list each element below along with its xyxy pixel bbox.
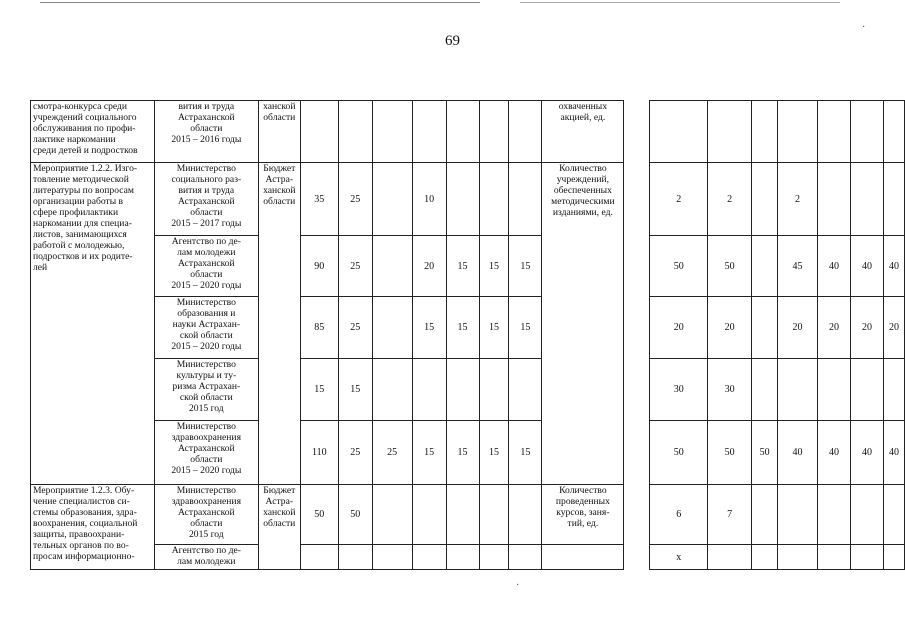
table-row — [31, 421, 905, 485]
target-value-cell — [883, 485, 904, 545]
target-value-cell: 20 — [708, 297, 752, 359]
target-value-cell: 20 — [818, 297, 851, 359]
target-value-cell: 20 — [778, 297, 818, 359]
funding-value-cell: 15 — [300, 359, 338, 421]
target-value-cell: 50 — [650, 421, 708, 485]
executor-cell: Министерство культуры и ту- ризма Астрахан- ской области 2015 год — [154, 359, 258, 421]
funding-value-cell — [300, 545, 338, 570]
target-value-cell — [850, 101, 883, 163]
scan-speck: · — [862, 22, 866, 33]
target-value-cell: 50 — [752, 421, 778, 485]
target-value-cell: 40 — [818, 421, 851, 485]
funding-source-cell: Бюджет Астра- ханской области — [258, 163, 300, 485]
funding-value-cell — [372, 101, 412, 163]
funding-value-cell: 15 — [479, 236, 509, 297]
target-value-cell — [752, 101, 778, 163]
funding-value-cell: 110 — [300, 421, 338, 485]
target-value-cell — [883, 359, 904, 421]
funding-value-cell — [479, 485, 509, 545]
target-value-cell — [752, 359, 778, 421]
target-value-cell: 50 — [708, 421, 752, 485]
funding-value-cell — [446, 545, 479, 570]
funding-value-cell: 25 — [338, 297, 372, 359]
funding-value-cell — [446, 163, 479, 236]
column-gap — [624, 163, 650, 236]
target-value-cell: x — [650, 545, 708, 570]
funding-value-cell: 15 — [509, 421, 542, 485]
funding-value-cell — [479, 163, 509, 236]
table-row — [31, 545, 905, 570]
target-value-cell — [752, 297, 778, 359]
funding-value-cell — [509, 163, 542, 236]
target-value-cell — [850, 485, 883, 545]
program-activities-table — [30, 100, 905, 570]
funding-value-cell: 20 — [412, 236, 446, 297]
funding-value-cell — [372, 297, 412, 359]
target-value-cell: 50 — [650, 236, 708, 297]
target-value-cell — [850, 359, 883, 421]
funding-value-cell — [446, 485, 479, 545]
table-row — [31, 297, 905, 359]
funding-value-cell: 25 — [338, 236, 372, 297]
funding-source-cell: Бюджет Астра- ханской области — [258, 485, 300, 570]
target-value-cell — [883, 101, 904, 163]
target-value-cell: 2 — [708, 163, 752, 236]
target-value-cell: 50 — [708, 236, 752, 297]
funding-value-cell: 15 — [446, 421, 479, 485]
funding-value-cell — [446, 359, 479, 421]
funding-value-cell — [412, 359, 446, 421]
indicator-cell — [542, 545, 624, 570]
funding-value-cell: 10 — [412, 163, 446, 236]
column-gap — [624, 236, 650, 297]
target-value-cell — [850, 163, 883, 236]
target-value-cell: 40 — [883, 421, 904, 485]
funding-value-cell: 25 — [338, 163, 372, 236]
target-value-cell — [883, 545, 904, 570]
funding-value-cell — [509, 545, 542, 570]
target-value-cell — [778, 101, 818, 163]
funding-value-cell — [372, 545, 412, 570]
target-value-cell: 30 — [708, 359, 752, 421]
funding-value-cell — [372, 485, 412, 545]
funding-value-cell — [372, 359, 412, 421]
funding-value-cell — [479, 101, 509, 163]
executor-cell: Министерство здравоохранения Астраханской области 2015 – 2020 годы — [154, 421, 258, 485]
funding-value-cell: 15 — [412, 297, 446, 359]
funding-value-cell — [479, 359, 509, 421]
scan-speck: · — [516, 580, 520, 591]
column-gap — [624, 421, 650, 485]
target-value-cell — [883, 163, 904, 236]
target-value-cell — [818, 545, 851, 570]
target-value-cell — [752, 236, 778, 297]
target-value-cell: 7 — [708, 485, 752, 545]
target-value-cell — [708, 545, 752, 570]
funding-value-cell: 15 — [509, 297, 542, 359]
column-gap — [624, 485, 650, 545]
top-edge-line — [40, 2, 480, 3]
funding-value-cell — [509, 359, 542, 421]
indicator-cell: Количество учреждений, обеспеченных методическими изданиями, ед. — [542, 163, 624, 485]
indicator-cell: Количество проведенных курсов, заня- тий, ед. — [542, 485, 624, 545]
funding-value-cell — [412, 101, 446, 163]
target-value-cell: 20 — [850, 297, 883, 359]
funding-source-cell: ханской области — [258, 101, 300, 163]
table-row — [31, 359, 905, 421]
target-value-cell: 2 — [650, 163, 708, 236]
table-row — [31, 485, 905, 545]
target-value-cell — [818, 485, 851, 545]
target-value-cell — [752, 163, 778, 236]
column-gap — [624, 359, 650, 421]
funding-value-cell: 15 — [479, 421, 509, 485]
funding-value-cell: 15 — [338, 359, 372, 421]
funding-value-cell: 15 — [509, 236, 542, 297]
target-value-cell: 20 — [883, 297, 904, 359]
table-row — [31, 101, 905, 163]
target-value-cell — [818, 359, 851, 421]
target-value-cell — [752, 485, 778, 545]
target-value-cell — [778, 359, 818, 421]
funding-value-cell — [300, 101, 338, 163]
funding-value-cell — [446, 101, 479, 163]
page-number: 69 — [445, 33, 460, 49]
funding-value-cell — [372, 236, 412, 297]
target-value-cell — [818, 101, 851, 163]
funding-value-cell — [338, 545, 372, 570]
target-value-cell — [752, 545, 778, 570]
target-value-cell — [708, 101, 752, 163]
column-gap — [624, 101, 650, 163]
funding-value-cell: 15 — [479, 297, 509, 359]
target-value-cell: 40 — [778, 421, 818, 485]
target-value-cell — [650, 101, 708, 163]
target-value-cell — [778, 545, 818, 570]
funding-value-cell: 25 — [338, 421, 372, 485]
funding-value-cell — [412, 485, 446, 545]
table-row — [31, 236, 905, 297]
column-gap — [624, 297, 650, 359]
target-value-cell: 40 — [850, 236, 883, 297]
executor-cell: Министерство образования и науки Астрахан- ской области 2015 – 2020 годы — [154, 297, 258, 359]
executor-cell: вития и труда Астраханской области 2015 – 2016 годы — [154, 101, 258, 163]
target-value-cell: 40 — [850, 421, 883, 485]
activity-cell: Мероприятие 1.2.3. Обу- чение специалистов си- стемы образования, здра- воохранения, социальной защиты, правоохрани- тельных органов по во- просам информационно- — [31, 485, 155, 570]
target-value-cell: 45 — [778, 236, 818, 297]
target-value-cell: 2 — [778, 163, 818, 236]
target-value-cell — [818, 163, 851, 236]
target-value-cell: 40 — [883, 236, 904, 297]
funding-value-cell — [509, 101, 542, 163]
target-value-cell — [850, 545, 883, 570]
executor-cell: Агентство по де- лам молодежи — [154, 545, 258, 570]
executor-cell: Министерство социального раз- вития и труда Астраханской области 2015 – 2017 годы — [154, 163, 258, 236]
target-value-cell: 30 — [650, 359, 708, 421]
funding-value-cell: 25 — [372, 421, 412, 485]
target-value-cell — [778, 485, 818, 545]
funding-value-cell: 85 — [300, 297, 338, 359]
funding-value-cell: 15 — [412, 421, 446, 485]
funding-value-cell: 15 — [446, 236, 479, 297]
target-value-cell: 40 — [818, 236, 851, 297]
indicator-cell: охваченных акцией, ед. — [542, 101, 624, 163]
top-edge-line — [520, 2, 840, 3]
target-value-cell: 6 — [650, 485, 708, 545]
funding-value-cell — [372, 163, 412, 236]
funding-value-cell: 50 — [300, 485, 338, 545]
funding-value-cell: 90 — [300, 236, 338, 297]
executor-cell: Агентство по де- лам молодежи Астраханской области 2015 – 2020 годы — [154, 236, 258, 297]
activity-cell: Мероприятие 1.2.2. Изго- товление методической литературы по вопросам организации работы в сфере профилактики наркомании для специа- листов, занимающихся работой с молодежью, подростков и их родите- лей — [31, 163, 155, 485]
funding-value-cell — [338, 101, 372, 163]
funding-value-cell: 15 — [446, 297, 479, 359]
funding-value-cell — [412, 545, 446, 570]
funding-value-cell: 35 — [300, 163, 338, 236]
funding-value-cell: 50 — [338, 485, 372, 545]
activity-cell: смотра-конкурса среди учреждений социального обслуживания по профи- лактике наркомании среди детей и подростков — [31, 101, 155, 163]
column-gap — [624, 545, 650, 570]
table-row — [31, 163, 905, 236]
executor-cell: Министерство здравоохранения Астраханской области 2015 год — [154, 485, 258, 545]
target-value-cell: 20 — [650, 297, 708, 359]
funding-value-cell — [479, 545, 509, 570]
funding-value-cell — [509, 485, 542, 545]
